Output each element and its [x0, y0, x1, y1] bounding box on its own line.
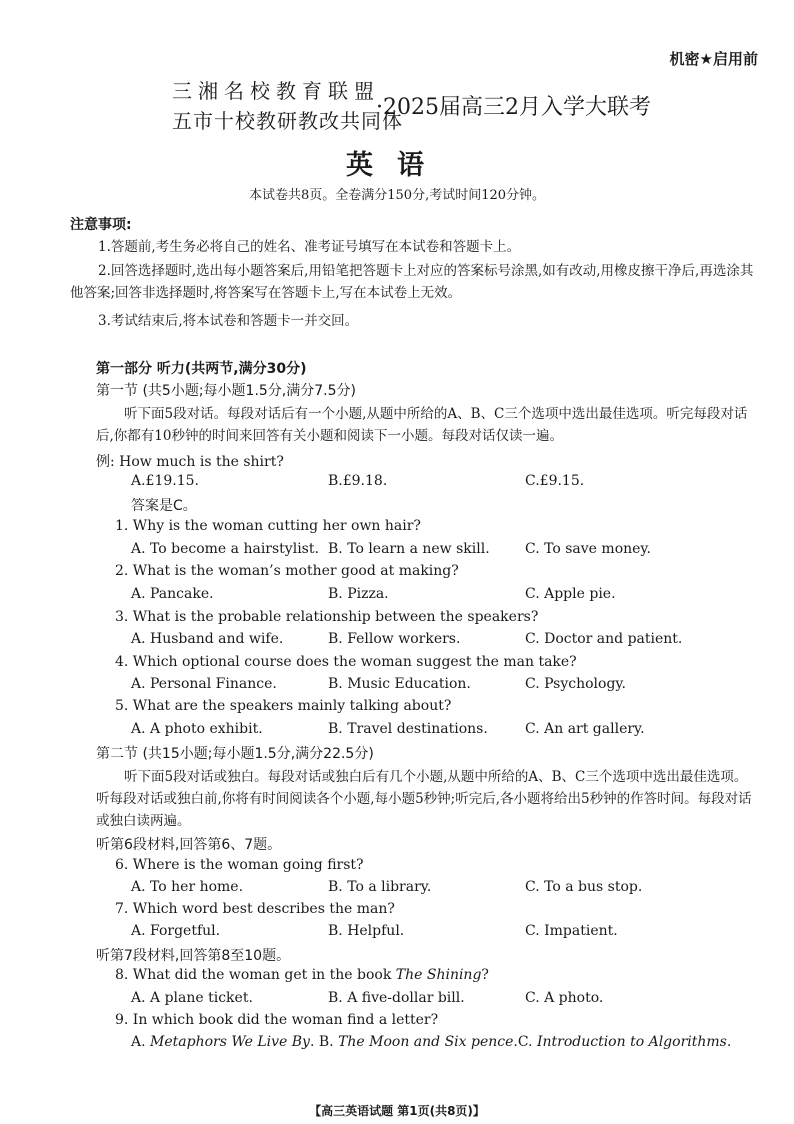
question-6: 6. Where is the woman going first?	[115, 857, 364, 873]
q3-option-a: A. Husband and wife.	[131, 631, 284, 647]
q8-book-title: The Shining	[395, 967, 482, 983]
section1-instruction: 听下面5段对话。每段对话后有一个小题,从题中所给的A、B、C三个选项中选出最佳选项。听完每段对话后,你都有10秒钟的时间来回答有关小题和阅读下一小题。每段对话仅读一遍。	[96, 406, 748, 444]
exam-intro: 本试卷共8页。全卷满分150分,考试时间120分钟。	[248, 188, 546, 203]
subject-title: 英语	[346, 150, 448, 181]
question-9: 9. In which book did the woman find a letter?	[115, 1012, 439, 1028]
q5-option-b: B. Travel destinations.	[328, 721, 488, 737]
q7-option-a: A. Forgetful.	[131, 923, 221, 939]
header-orgs	[172, 76, 403, 136]
q7-option-c: C. Impatient.	[525, 923, 618, 939]
q2-option-a: A. Pancake.	[131, 586, 214, 602]
question-7: 7. Which word best describes the man?	[115, 901, 395, 917]
q4-option-b: B. Music Education.	[328, 676, 471, 692]
section2-title: 第二节 (共15小题;每小题1.5分,满分22.5分)	[96, 746, 374, 762]
question-8	[115, 967, 489, 983]
example-option-a: A.£19.15.	[131, 473, 199, 489]
page-footer: 【高三英语试题 第1页(共8页)】	[309, 1104, 485, 1118]
question-5: 5. What are the speakers mainly talking about?	[115, 698, 452, 714]
q1-option-c: C. To save money.	[525, 541, 651, 557]
question-3: 3. What is the probable relationship between the speakers?	[115, 609, 539, 625]
q6-option-b: B. To a library.	[328, 879, 432, 895]
org-name-1: 三湘名校教育联盟	[172, 79, 380, 103]
q1-option-a: A. To become a hairstylist.	[131, 541, 319, 557]
example-option-c: C.£9.15.	[525, 473, 585, 489]
example-question: 例: How much is the shirt?	[96, 454, 284, 470]
note-item-1: 1.答题前,考生务必将自己的姓名、准考证号填写在本试卷和答题卡上。	[98, 239, 521, 255]
q8-option-a: A. A plane ticket.	[131, 990, 253, 1006]
q5-option-a: A. A photo exhibit.	[131, 721, 263, 737]
question-4: 4. Which optional course does the woman suggest the man take?	[115, 654, 577, 670]
section2-instruction: 听下面5段对话或独白。每段对话或独白后有几个小题,从题中所给的A、B、C三个选项中选出最佳选项。听每段对话或独白前,你将有时间阅读各个小题,每小题5秒钟;听完后,各小题将给出5秒钟的作答时间。每段对话或独白读两遍。	[96, 769, 752, 829]
part1-title: 第一部分 听力(共两节,满分30分)	[96, 361, 307, 377]
notes-title: 注意事项:	[70, 217, 132, 233]
q6-option-a: A. To her home.	[131, 879, 244, 895]
q6-option-c: C. To a bus stop.	[525, 879, 643, 895]
confidential-label: 机密★启用前	[669, 50, 758, 68]
q5-option-c: C. An art gallery.	[525, 721, 645, 737]
material-6-label: 听第6段材料,回答第6、7题。	[96, 837, 282, 853]
material-7-label: 听第7段材料,回答第8至10题。	[96, 948, 291, 964]
question-1: 1. Why is the woman cutting her own hair?	[115, 518, 421, 534]
example-answer: 答案是C。	[131, 498, 197, 514]
q3-option-b: B. Fellow workers.	[328, 631, 461, 647]
q9-option-a: A. Metaphors We Live By.	[131, 1034, 319, 1050]
note-item-2: 2.回答选择题时,选出每小题答案后,用铅笔把答题卡上对应的答案标号涂黑,如有改动,用橡皮擦干净后,再选涂其他答案;回答非选择题时,将答案写在答题卡上,写在本试卷上无效。	[70, 263, 754, 301]
question-2: 2. What is the woman’s mother good at making?	[115, 563, 459, 579]
q2-option-c: C. Apple pie.	[525, 586, 616, 602]
example-option-b: B.£9.18.	[328, 473, 388, 489]
section1-title: 第一节 (共5小题;每小题1.5分,满分7.5分)	[96, 383, 356, 399]
q8-option-b: B. A five-dollar bill.	[328, 990, 465, 1006]
q8-end: ?	[481, 967, 489, 983]
q8-text: 8. What did the woman get in the book	[115, 967, 396, 983]
note-item-3: 3.考试结束后,将本试卷和答题卡一并交回。	[98, 313, 359, 329]
q3-option-c: C. Doctor and patient.	[525, 631, 683, 647]
q7-option-b: B. Helpful.	[328, 923, 405, 939]
q4-option-a: A. Personal Finance.	[131, 676, 277, 692]
q9-options	[131, 1034, 731, 1050]
q9-option-c: C. Introduction to Algorithms.	[517, 1034, 732, 1050]
q1-option-b: B. To learn a new skill.	[328, 541, 490, 557]
q9-option-b: B. The Moon and Six pence.	[318, 1034, 518, 1050]
q2-option-b: B. Pizza.	[328, 586, 389, 602]
q4-option-c: C. Psychology.	[525, 676, 626, 692]
exam-title: ·2025届高三2月入学大联考	[376, 95, 651, 120]
org-name-2: 五市十校教研教改共同体	[172, 109, 403, 133]
q8-option-c: C. A photo.	[525, 990, 604, 1006]
